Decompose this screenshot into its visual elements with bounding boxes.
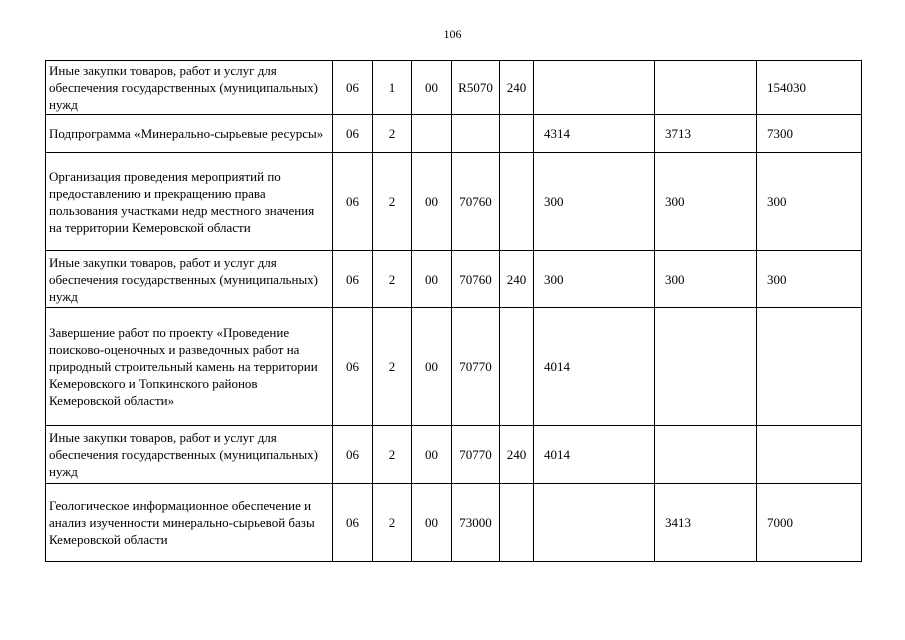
program-code: 2: [373, 308, 412, 426]
section-code: 06: [333, 484, 373, 562]
amount-year-3: 7300: [757, 115, 862, 153]
subprogram-code: 00: [412, 153, 452, 251]
expense-type-code: 240: [500, 426, 534, 484]
expense-type-code: [500, 484, 534, 562]
program-code: 2: [373, 426, 412, 484]
amount-year-3: 300: [757, 153, 862, 251]
amount-year-3: [757, 308, 862, 426]
expense-type-code: 240: [500, 251, 534, 308]
amount-year-2: 3713: [655, 115, 757, 153]
section-code: 06: [333, 115, 373, 153]
amount-year-2: [655, 308, 757, 426]
expense-type-code: [500, 115, 534, 153]
budget-table: [45, 60, 862, 562]
amount-year-1: [534, 61, 655, 115]
section-code: 06: [333, 251, 373, 308]
direction-code: [452, 115, 500, 153]
section-code: 06: [333, 308, 373, 426]
direction-code: 70770: [452, 426, 500, 484]
program-code: 1: [373, 61, 412, 115]
row-name: Иные закупки товаров, работ и услуг для обеспечения государственных (муниципальных) нужд: [46, 251, 333, 308]
page-number: 106: [443, 27, 462, 41]
row-name: Организация проведения мероприятий по предоставлению и прекращению права пользования участками недр местного значения на территории Кемеровской области: [46, 153, 333, 251]
amount-year-2: [655, 61, 757, 115]
row-name: Завершение работ по проекту «Проведение поисково-оценочных и разведочных работ на природный строительный камень на территории Кемеровского и Топкинского районов Кемеровской области»: [46, 308, 333, 426]
direction-code: 70770: [452, 308, 500, 426]
section-code: 06: [333, 61, 373, 115]
subprogram-code: 00: [412, 251, 452, 308]
amount-year-2: [655, 426, 757, 484]
row-name: Иные закупки товаров, работ и услуг для обеспечения государственных (муниципальных) нужд: [46, 61, 333, 115]
expense-type-code: 240: [500, 61, 534, 115]
section-code: 06: [333, 426, 373, 484]
row-name: Иные закупки товаров, работ и услуг для обеспечения государственных (муниципальных) нужд: [46, 426, 333, 484]
amount-year-1: [534, 484, 655, 562]
amount-year-3: [757, 426, 862, 484]
amount-year-1: 4014: [534, 308, 655, 426]
row-name: Подпрограмма «Минерально-сырьевые ресурсы»: [46, 115, 333, 153]
subprogram-code: 00: [412, 61, 452, 115]
amount-year-2: 300: [655, 251, 757, 308]
table-row: [46, 484, 862, 562]
amount-year-1: 4314: [534, 115, 655, 153]
table-row: [46, 153, 862, 251]
direction-code: 70760: [452, 251, 500, 308]
subprogram-code: 00: [412, 308, 452, 426]
expense-type-code: [500, 153, 534, 251]
direction-code: R5070: [452, 61, 500, 115]
program-code: 2: [373, 251, 412, 308]
amount-year-3: 7000: [757, 484, 862, 562]
amount-year-3: 154030: [757, 61, 862, 115]
row-name: Геологическое информационное обеспечение и анализ изученности минерально-сырьевой базы Кемеровской области: [46, 484, 333, 562]
subprogram-code: 00: [412, 484, 452, 562]
expense-type-code: [500, 308, 534, 426]
program-code: 2: [373, 484, 412, 562]
program-code: 2: [373, 153, 412, 251]
subprogram-code: [412, 115, 452, 153]
amount-year-1: 300: [534, 251, 655, 308]
program-code: 2: [373, 115, 412, 153]
table-row: [46, 61, 862, 115]
table-row: [46, 308, 862, 426]
amount-year-2: 3413: [655, 484, 757, 562]
amount-year-1: 4014: [534, 426, 655, 484]
table-row: [46, 115, 862, 153]
table-row: [46, 251, 862, 308]
section-code: 06: [333, 153, 373, 251]
subprogram-code: 00: [412, 426, 452, 484]
direction-code: 70760: [452, 153, 500, 251]
table-row: [46, 426, 862, 484]
direction-code: 73000: [452, 484, 500, 562]
amount-year-1: 300: [534, 153, 655, 251]
amount-year-3: 300: [757, 251, 862, 308]
amount-year-2: 300: [655, 153, 757, 251]
